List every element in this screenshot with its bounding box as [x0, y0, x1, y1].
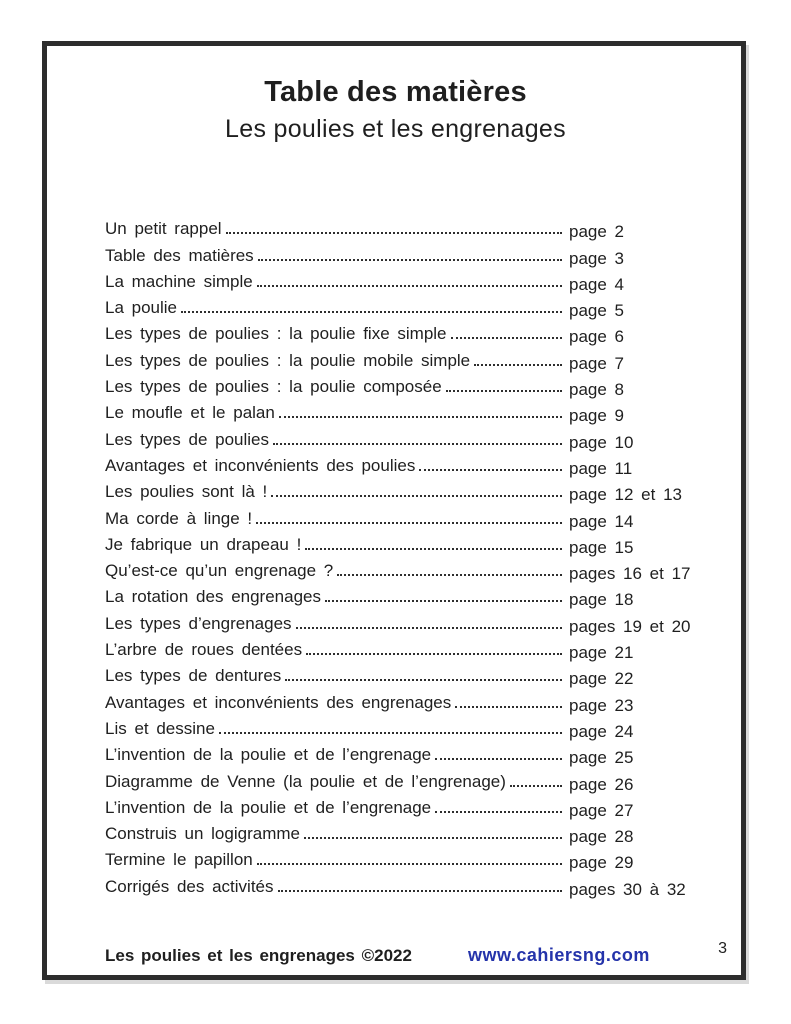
toc-row — [105, 476, 701, 505]
toc-entry-label: La rotation des engrenages — [105, 587, 321, 607]
toc-entry-page: page 15 — [569, 537, 634, 557]
dotted-leader — [258, 259, 562, 261]
dotted-leader — [256, 522, 562, 524]
toc-entry-page: page 22 — [569, 669, 634, 689]
toc-entry-page: page 18 — [569, 590, 634, 610]
toc-row — [105, 818, 701, 847]
toc-entry-page: page 27 — [569, 800, 634, 820]
toc-row — [105, 371, 701, 400]
toc-entry-page: page 5 — [569, 301, 624, 321]
toc-entry-label: Un petit rappel — [105, 219, 222, 239]
dotted-leader — [219, 732, 562, 734]
toc-entry-label: Les poulies sont là ! — [105, 482, 268, 502]
toc-row — [105, 239, 701, 268]
toc-entry-page: page 2 — [569, 222, 624, 242]
dotted-leader — [285, 679, 562, 681]
toc-entry-label: Diagramme de Venne (la poulie et de l’engrenage) — [105, 771, 506, 791]
toc-entry-page: page 8 — [569, 380, 624, 400]
toc-entry-page: pages 16 et 17 — [569, 564, 691, 584]
toc-entry-page: page 24 — [569, 721, 634, 741]
dotted-leader — [257, 285, 562, 287]
dotted-leader — [304, 837, 562, 839]
dotted-leader — [419, 469, 562, 471]
dotted-leader — [226, 232, 562, 234]
toc-entry-page: page 28 — [569, 827, 634, 847]
dotted-leader — [451, 337, 562, 339]
dotted-leader — [337, 574, 562, 576]
toc-entry-label: Les types de poulies : la poulie composée — [105, 377, 442, 397]
dotted-leader — [181, 311, 562, 313]
page-number: 3 — [718, 940, 727, 957]
dotted-leader — [306, 653, 562, 655]
toc-row — [105, 213, 701, 242]
toc-entry-page: page 11 — [569, 458, 633, 478]
toc-entry-page: pages 19 et 20 — [569, 616, 691, 636]
toc-entry-page: page 14 — [569, 511, 634, 531]
toc-entry-page: page 25 — [569, 748, 634, 768]
toc-row — [105, 844, 701, 873]
dotted-leader — [273, 443, 562, 445]
toc-entry-page: pages 30 à 32 — [569, 879, 686, 899]
dotted-leader — [271, 495, 562, 497]
dotted-leader — [296, 627, 562, 629]
toc-entry-label: Les types de poulies — [105, 429, 269, 449]
dotted-leader — [455, 706, 562, 708]
toc-row — [105, 266, 701, 292]
toc-row — [105, 792, 701, 818]
toc-row — [105, 739, 701, 768]
toc-entry-page: page 21 — [569, 643, 634, 663]
toc-entry-label: L’arbre de roues dentées — [105, 640, 303, 660]
dotted-leader — [446, 390, 562, 392]
toc-entry-label: Les types de poulies : la poulie fixe simple — [105, 324, 447, 344]
toc-entry-label: Table des matières — [105, 245, 254, 265]
toc-entry-page: page 26 — [569, 774, 634, 794]
dotted-leader — [435, 758, 562, 760]
toc-row — [105, 607, 701, 636]
footer-booklet-title: Les poulies et les engrenages ©2022 — [105, 946, 412, 965]
dotted-leader — [257, 863, 562, 865]
page-title: Table des matières — [264, 76, 527, 108]
toc-entry-page: page 7 — [569, 353, 624, 373]
toc-entry-label: Le moufle et le palan — [105, 403, 275, 423]
toc-entry-label: Lis et dessine — [105, 718, 215, 738]
toc-row — [105, 292, 701, 321]
toc-row — [105, 450, 701, 476]
toc-entry-label: L’invention de la poulie et de l’engrenage — [105, 745, 432, 765]
dotted-leader — [435, 811, 562, 813]
toc-entry-label: La poulie — [105, 298, 178, 318]
dotted-leader — [305, 548, 562, 550]
page-subtitle: Les poulies et les engrenages — [225, 115, 566, 143]
toc-entry-label: Je fabrique un drapeau ! — [105, 534, 302, 554]
toc-entry-label: Avantages et inconvénients des poulies — [105, 455, 416, 475]
dotted-leader — [325, 600, 562, 602]
toc-entry-label: La machine simple — [105, 271, 253, 291]
dotted-leader — [510, 785, 562, 787]
toc-row — [105, 581, 701, 610]
toc-entry-page: page 10 — [569, 432, 634, 452]
footer-website: www.cahiersng.com — [468, 945, 650, 965]
toc-row — [105, 765, 701, 794]
toc-row — [105, 502, 701, 531]
toc-entry-label: Termine le papillon — [105, 850, 253, 870]
toc-row — [105, 634, 701, 663]
toc-entry-page: page 6 — [569, 327, 624, 347]
toc-entry-label: Avantages et inconvénients des engrenages — [105, 692, 452, 712]
toc-entry-page: page 4 — [569, 274, 624, 294]
toc-entry-label: Corrigés des activités — [105, 876, 274, 896]
dotted-leader — [278, 890, 562, 892]
toc-row — [105, 423, 701, 452]
toc-row — [105, 555, 701, 584]
toc-list — [105, 213, 701, 897]
toc-row — [105, 318, 701, 347]
toc-entry-label: Qu’est-ce qu’un engrenage ? — [105, 561, 334, 581]
toc-row — [105, 397, 701, 426]
toc-entry-page: page 29 — [569, 853, 634, 873]
toc-row — [105, 660, 701, 689]
toc-entry-label: Les types d’engrenages — [105, 613, 292, 633]
toc-row — [105, 686, 701, 715]
toc-row — [105, 344, 701, 373]
toc-entry-page: page 3 — [569, 248, 624, 268]
toc-entry-page: page 9 — [569, 406, 624, 426]
toc-entry-label: Les types de poulies : la poulie mobile simple — [105, 350, 471, 370]
toc-entry-label: Ma corde à linge ! — [105, 508, 253, 528]
toc-row — [105, 713, 701, 739]
dotted-leader — [474, 364, 562, 366]
toc-entry-label: Construis un logigramme — [105, 824, 300, 844]
dotted-leader — [279, 416, 562, 418]
toc-row — [105, 870, 701, 899]
toc-row — [105, 529, 701, 555]
toc-entry-page: page 12 et 13 — [569, 485, 682, 505]
toc-entry-page: page 23 — [569, 695, 634, 715]
toc-entry-label: L’invention de la poulie et de l’engrenage — [105, 797, 432, 817]
toc-entry-label: Les types de dentures — [105, 666, 282, 686]
